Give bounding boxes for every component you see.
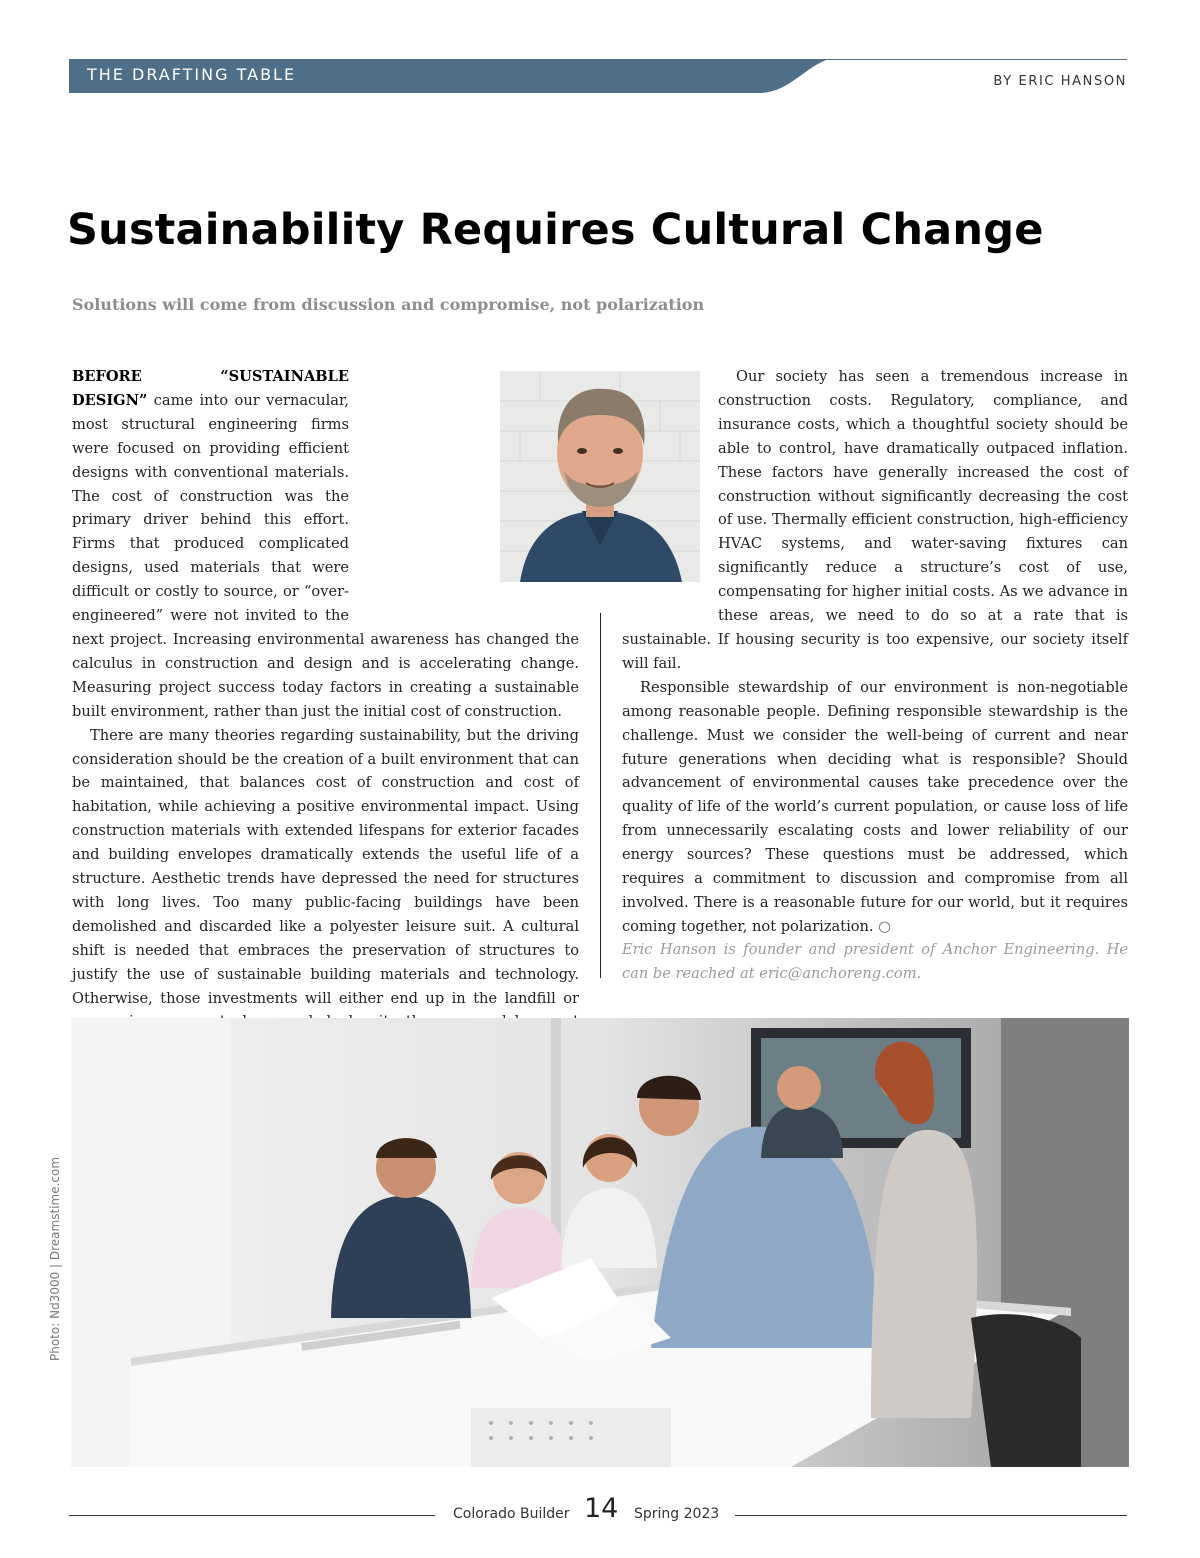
article-subtitle: Solutions will come from discussion and compromise, not polarization	[72, 295, 705, 314]
article-title: Sustainability Requires Cultural Change	[67, 205, 1044, 255]
lead-in: BEFORE “SUSTAINABLE DESIGN”	[72, 368, 349, 409]
left-paragraph-1-text: came into our vernacular, most structural engineering firms were focused on providing efficient designs with conventional materials. The cost of construction was the primary driver behind this effort. Firms that produced complicated designs, used materials that were difficult or costly to source, or “over-engineered” were not invited to the next project. Increasing environmental awareness has changed the calculus in construction and design and is accelerating change. Measuring project success today factors in creating a sustainable built environment, rather than just the initial cost of construction.	[72, 391, 579, 720]
section-label: THE DRAFTING TABLE	[87, 65, 297, 84]
right-column	[622, 365, 1128, 939]
feature-photo	[71, 1018, 1129, 1467]
end-mark-icon: ○	[878, 917, 891, 935]
byline: BY ERIC HANSON	[993, 74, 1127, 89]
right-paragraph-1: Our society has seen a tremendous increase in construction costs. Regulatory, compliance, and insurance costs, which a thoughtful society should be able to control, have dramatically outpaced inflation. These factors have generally increased the cost of construction without significantly decreasing the cost of use. Thermally efficient construction, high-efficiency HVAC systems, and water-saving fixtures can significantly reduce a structure’s cost of use, compensating for higher initial costs. As we advance in these areas, we need to do so at a rate that is sustainable. If housing security is too expensive, our society itself will fail.	[622, 368, 1128, 672]
column-divider	[600, 613, 601, 978]
left-paragraph-2: There are many theories regarding sustainability, but the driving consideration should be the creation of a built environment that can be maintained, that balances cost of construction and cost of habitation, while achieving a positive environmental impact. Using construction materials with extended lifespans for exterior facades and building envelopes dramatically extends the useful life of a structure. Aesthetic trends have depressed the need for structures with long lives. Too many public-facing buildings have been demolished and discarded like a polyester leisure suit. A cultural shift is needed that embraces the preservation of structures to justify the use of sustainable building materials and technology. Otherwise, those investments will either end up in the landfill or	[72, 726, 579, 1007]
footer-rule-right	[735, 1515, 1127, 1516]
page-number: 14	[584, 1493, 619, 1524]
section-header	[69, 59, 1127, 93]
footer-rule-left	[69, 1515, 435, 1516]
publication-name: Colorado Builder	[453, 1506, 570, 1522]
issue-date: Spring 2023	[634, 1506, 720, 1522]
author-bio: Eric Hanson is founder and president of Anchor Engineering. He can be reached at eric@anchoreng.com.	[622, 941, 1128, 982]
right-paragraph-2	[622, 676, 1128, 939]
page-footer	[69, 1493, 1127, 1533]
right-paragraph-2-text: Responsible stewardship of our environment is non-negotiable among reasonable people. Defining responsible stewardship is the challenge. Must we consider the well-being of current and near future generations when deciding what is responsible? Should advancement of environmental causes take precedence over the quality of life of the world’s current population, or cause loss of life from unnecessarily escalating costs and lower reliability of our energy sources? These questions must be addressed, which requires a commitment to discussion and compromise from all involved. There is a reasonable future for our world, but it requires coming together, not polarization.	[622, 678, 1128, 935]
headshot-space-right	[622, 365, 718, 627]
photo-credit: Photo: Nd3000 | Dreamstime.com	[48, 1156, 62, 1361]
